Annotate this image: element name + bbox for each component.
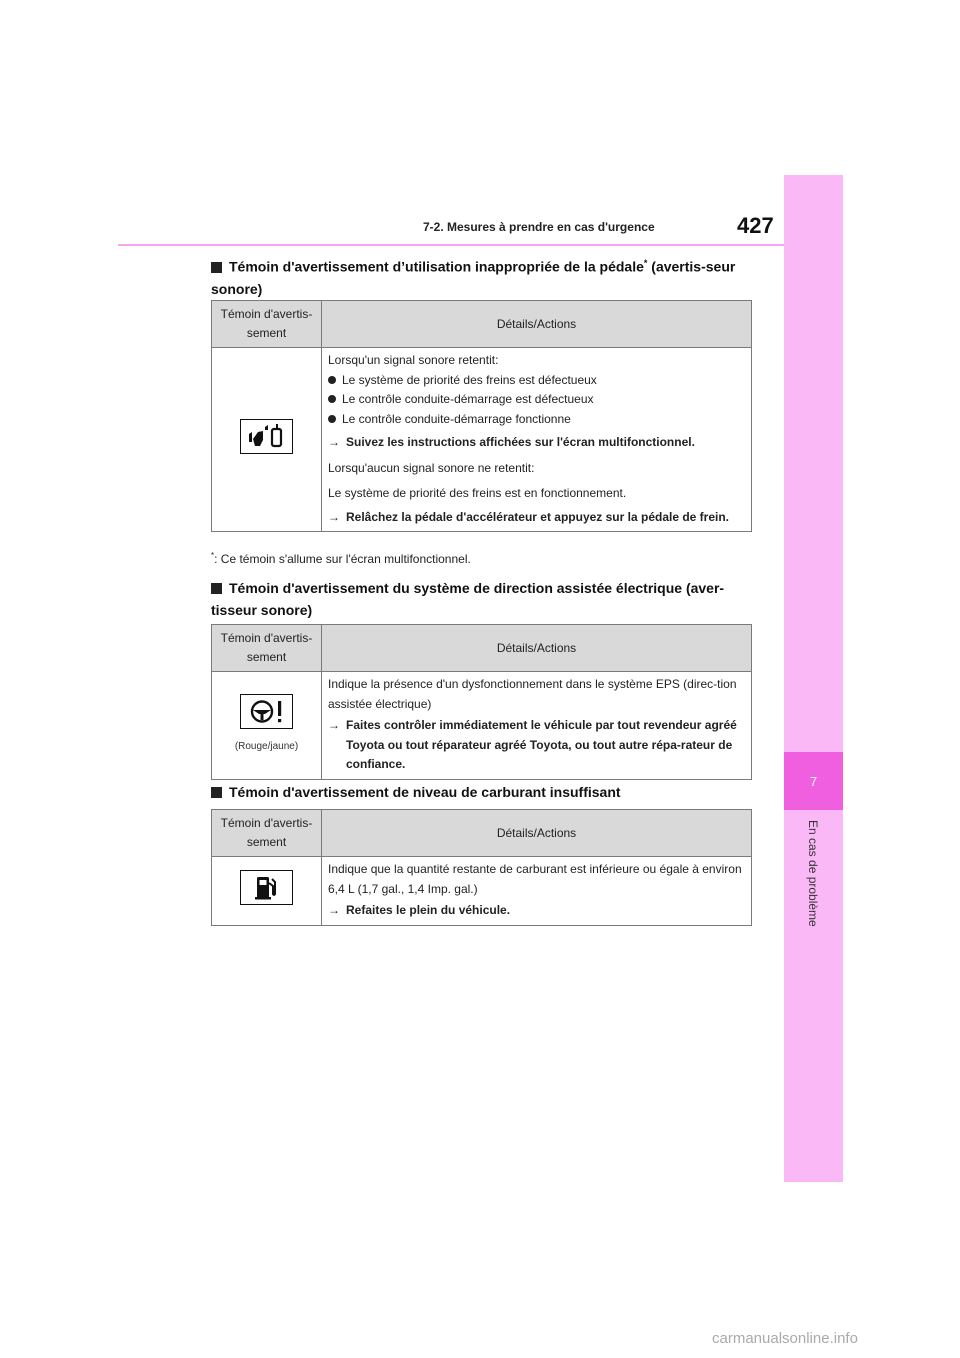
bullet-dot-icon: [328, 376, 336, 384]
chapter-side-band: [784, 175, 843, 1182]
action-item: → Relâchez la pédale d'accélérateur et appuyez sur la pédale de frein.: [328, 508, 745, 528]
section-breadcrumb: 7-2. Mesures à prendre en cas d'urgence: [423, 220, 655, 234]
table-row: [212, 348, 752, 532]
table-row: [212, 857, 752, 926]
column-header-indicator: Témoin d'avertis-sement: [212, 625, 322, 672]
footnote: *: Ce témoin s'allume sur l'écran multifonctionnel.: [211, 551, 471, 566]
square-bullet-icon: [211, 262, 222, 273]
column-header-details: Détails/Actions: [322, 810, 752, 857]
list-item: Le système de priorité des freins est défectueux: [328, 371, 745, 391]
column-header-details: Détails/Actions: [322, 301, 752, 348]
page-number: 427: [737, 213, 774, 238]
indicator-cell: [212, 857, 322, 926]
bullet-dot-icon: [328, 415, 336, 423]
chapter-number-tab[interactable]: [784, 752, 843, 810]
details-cell: [322, 857, 752, 926]
arrow-icon: →: [328, 435, 340, 449]
square-bullet-icon: [211, 787, 222, 798]
action-item: → Refaites le plein du véhicule.: [328, 901, 745, 921]
list-item: Le contrôle conduite-démarrage est défectueux: [328, 390, 745, 410]
table-row: [212, 672, 752, 780]
detail-text: Indique que la quantité restante de carburant est inférieure ou égale à environ 6,4 L (1,7 gal., 1,4 Imp. gal.): [328, 862, 742, 896]
indicator-cell: [212, 672, 322, 780]
square-bullet-icon: [211, 583, 222, 594]
detail-text: Le système de priorité des freins est en fonctionnement.: [328, 486, 627, 500]
fuel-pump-icon: [240, 870, 293, 905]
section-title-pedal: Témoin d'avertissement d’utilisation inappropriée de la pédale* (avertis-seur sonore): [211, 258, 736, 297]
action-item: → Suivez les instructions affichées sur l'écran multifonctionnel.: [328, 433, 745, 453]
detail-text: Lorsqu'aucun signal sonore ne retentit:: [328, 460, 535, 475]
list-item: Le contrôle conduite-démarrage fonctionne: [328, 410, 745, 430]
detail-text: Lorsqu'un signal sonore retentit:: [328, 353, 499, 367]
steering-warning-icon: [240, 694, 293, 729]
column-header-indicator: Témoin d'avertis-sement: [212, 301, 322, 348]
fuel-warning-table: [211, 809, 752, 926]
chapter-number: 7: [809, 773, 818, 789]
header-divider: [118, 244, 784, 246]
indicator-cell: [212, 348, 322, 532]
column-header-details: Détails/Actions: [322, 625, 752, 672]
arrow-icon: →: [328, 509, 340, 524]
bullet-dot-icon: [328, 395, 336, 403]
chapter-title: En cas de problème: [806, 820, 820, 927]
pedal-warning-table: [211, 300, 752, 532]
column-header-indicator: Témoin d'avertis-sement: [212, 810, 322, 857]
action-item: → Faites contrôler immédiatement le véhicule par tout revendeur agréé Toyota ou tout réparateur agréé Toyota, ou tout autre répa-rateur de confiance.: [328, 716, 745, 775]
eps-warning-table: [211, 624, 752, 780]
detail-text: Indique la présence d'un dysfonctionnement dans le système EPS (direc-tion assistée électrique): [328, 677, 737, 711]
arrow-icon: →: [328, 903, 340, 917]
arrow-icon: →: [328, 718, 340, 732]
indicator-color-note: (Rouge/jaune): [234, 741, 299, 753]
section-title-eps: Témoin d'avertissement du système de direction assistée électrique (aver-tisseur sonore): [211, 580, 725, 618]
details-cell: [322, 672, 752, 780]
section-title-fuel: Témoin d'avertissement de niveau de carburant insuffisant: [211, 781, 756, 803]
pedal-warning-icon: [240, 419, 293, 454]
watermark-text[interactable]: carmanualsonline.info: [712, 1330, 858, 1347]
details-cell: [322, 348, 752, 532]
